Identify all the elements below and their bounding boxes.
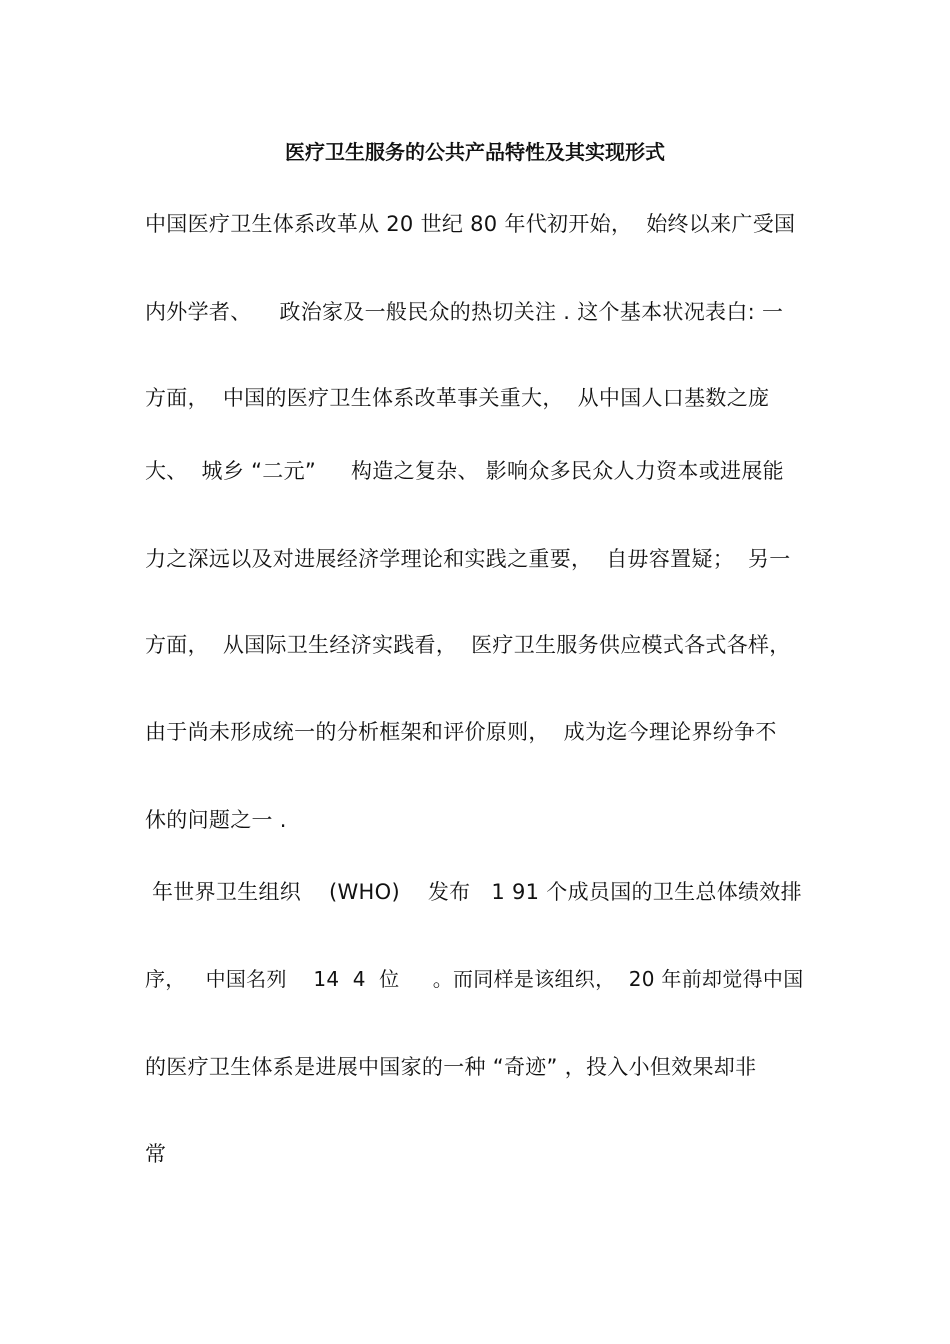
paragraph-line-5: 力之深远以及对进展经济学理论和实践之重要， 自毋容置疑； 另一 — [145, 547, 791, 571]
paragraph-line-4: 大、 城乡 “二元” 构造之复杂、 影响众多民众人力资本或进展能 — [145, 459, 784, 483]
paragraph-line-1: 中国医疗卫生体系改革从 20 世纪 80 年代初开始， 始终以来广受国 — [145, 212, 796, 236]
paragraph-line-7: 由于尚未形成统一的分析框架和评价原则， 成为迄今理论界纷争不 — [145, 720, 777, 744]
paragraph-line-3: 方面， 中国的医疗卫生体系改革事关重大， 从中国人口基数之庞 — [145, 386, 770, 410]
paragraph-line-6: 方面， 从国际卫生经济实践看， 医疗卫生服务供应模式各式各样， — [145, 633, 791, 657]
paragraph-line-9: 年世界卫生组织 (WHO) 发布 1 91 个成员国的卫生总体绩效排 — [145, 880, 802, 904]
paragraph-line-11: 的医疗卫生体系是进展中国家的一种 “奇迹” ，投入小但效果却非 — [145, 1055, 757, 1079]
paragraph-line-12: 常 — [145, 1142, 167, 1166]
document-title: 医疗卫生服务的公共产品特性及其实现形式 — [285, 140, 665, 164]
paragraph-line-8: 休的问题之一 . — [145, 808, 287, 832]
paragraph-line-2: 内外学者、 政治家及一般民众的热切关注 . 这个基本状况表白: 一 — [145, 300, 784, 324]
paragraph-line-10: 序， 中国名列 14 4 位 。而同样是该组织， 20 年前却觉得中国 — [145, 967, 804, 991]
